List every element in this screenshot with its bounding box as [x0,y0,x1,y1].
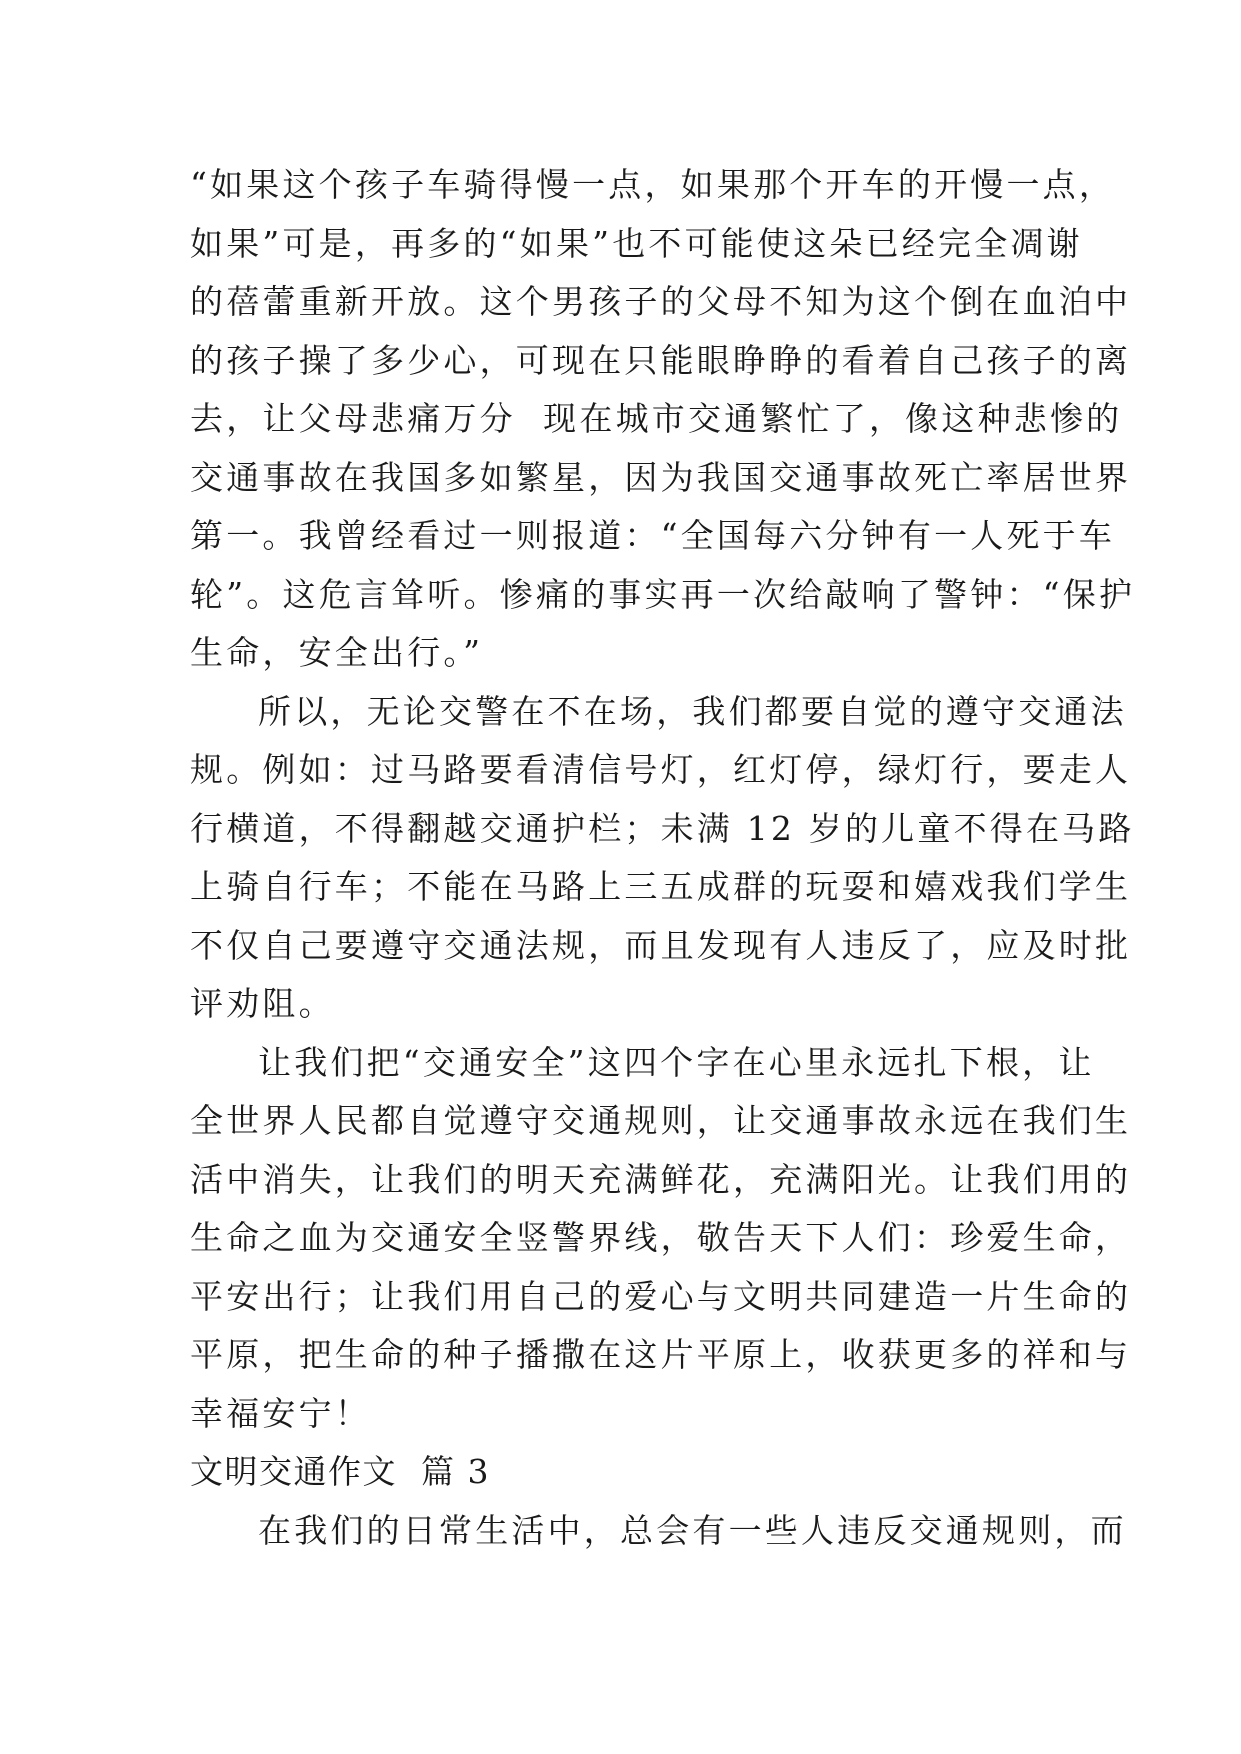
text-line: 的孩子操了多少心，可现在只能眼睁睁的看着自己孩子的离 [190,340,1132,380]
text-line: “如果这个孩子车骑得慢一点，如果那个开车的开慢一点， [190,165,1116,204]
paragraph-first-line: 让我们把“交通安全”这四个字在心里永远扎下根，让 [258,1042,1095,1082]
paragraph-first-line: 所以，无论交警在不在场，我们都要自觉的遵守交通法 [258,691,1127,731]
text-line: 交通事故在我国多如繁星，因为我国交通事故死亡率居世界 [190,457,1132,497]
text-line: 上骑自行车；不能在马路上三五成群的玩耍和嬉戏我们学生 [190,867,1132,906]
text-line: 如果”可是，再多的“如果”也不可能使这朵已经完全凋谢 [190,223,1083,263]
text-line: 不仅自己要遵守交通法规，而且发现有人违反了，应及时批 [190,925,1132,965]
text-line: 规。例如：过马路要看清信号灯，红灯停，绿灯行，要走人 [190,750,1132,789]
paragraph-first-line: 在我们的日常生活中，总会有一些人违反交通规则，而 [258,1510,1127,1550]
text-line: 的蓓蕾重新开放。这个男孩子的父母不知为这个倒在血泊中 [190,282,1132,321]
text-line: 第一。我曾经看过一则报道：“全国每六分钟有一人死于车 [190,516,1116,555]
text-line: 生命，安全出行。” [190,633,484,672]
text-line: 轮”。这危言耸听。惨痛的事实再一次给敲响了警钟：“保护 [190,574,1136,614]
text-line: 生命之血为交通安全竖警界线，敬告天下人们：珍爱生命， [190,1218,1132,1257]
text-line: 评劝阻。 [190,984,335,1023]
text-line: 平安出行；让我们用自己的爱心与文明共同建造一片生命的 [190,1276,1132,1316]
section-heading: 文明交通作文 篇 3 [190,1452,490,1491]
text-line: 去，让父母悲痛万分 现在城市交通繁忙了，像这种悲惨的 [190,399,1123,438]
body-text [190,156,1136,1560]
text-line: 全世界人民都自觉遵守交通规则，让交通事故永远在我们生 [190,1101,1132,1140]
text-line: 行横道，不得翻越交通护栏；未满 12 岁的儿童不得在马路 [190,808,1135,848]
text-line: 幸福安宁！ [190,1393,371,1433]
text-line: 活中消失，让我们的明天充满鲜花，充满阳光。让我们用的 [190,1159,1132,1199]
text-line: 平原，把生命的种子播撒在这片平原上，收获更多的祥和与 [190,1335,1132,1374]
